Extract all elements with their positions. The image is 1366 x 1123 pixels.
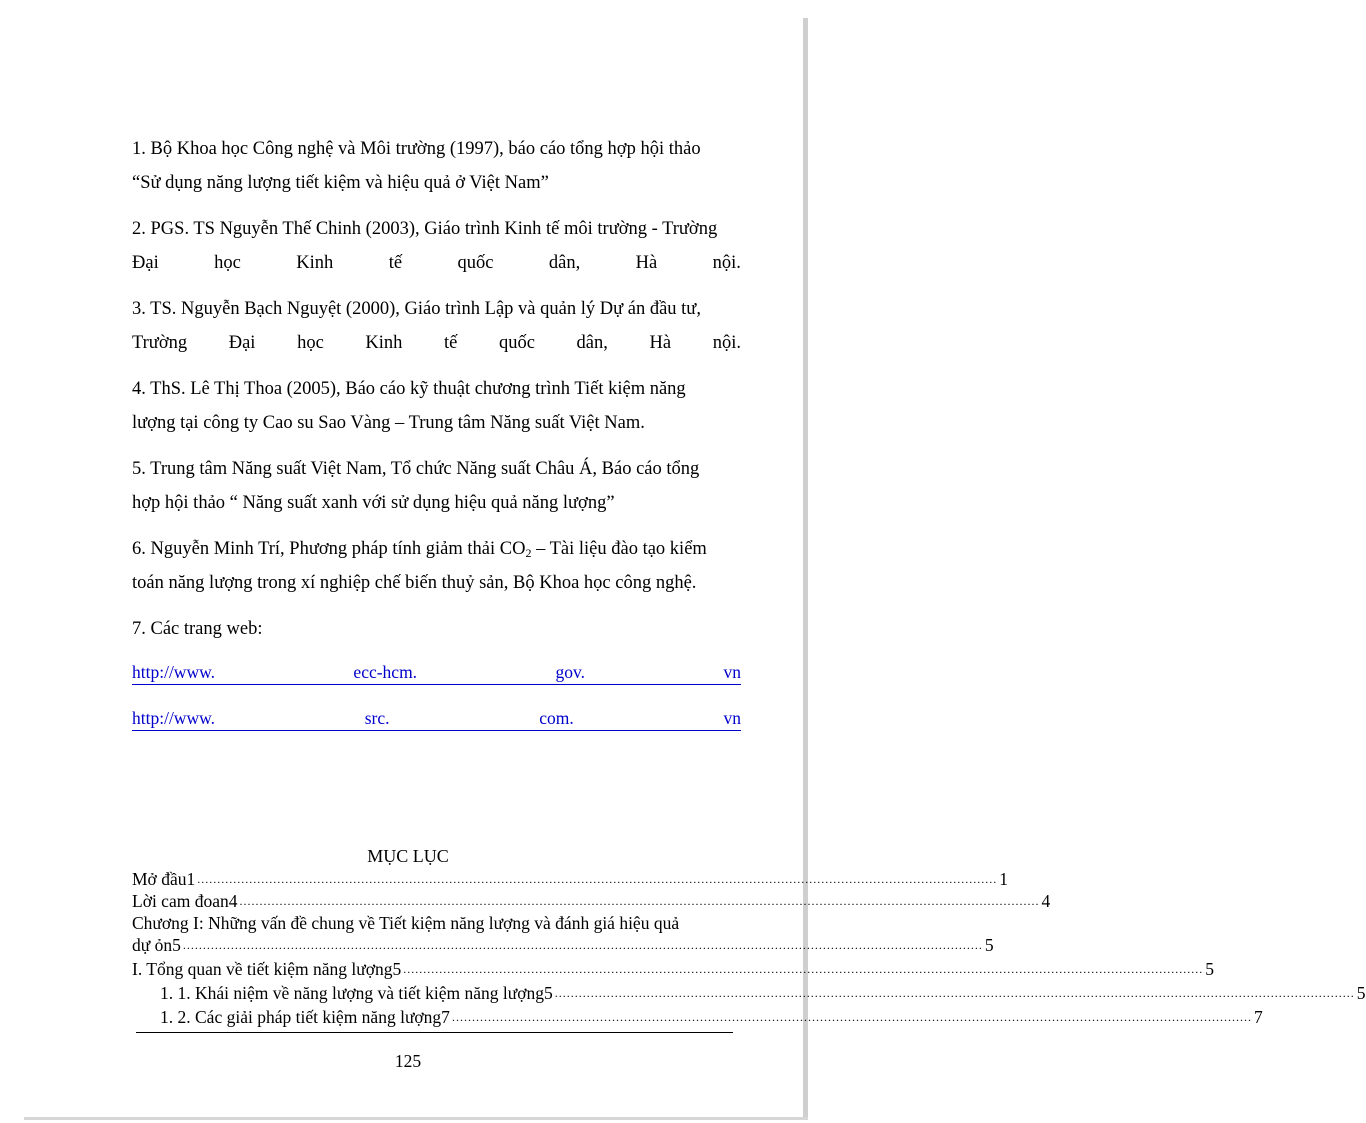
toc-entry[interactable] (132, 935, 994, 956)
reference-3-line-1: 3. TS. Nguyễn Bạch Nguyệt (2000), Giáo trình Lập và quản lý Dự án đầu tư, (132, 299, 701, 319)
reference-5-line-1: 5. Trung tâm Năng suất Việt Nam, Tổ chức Năng suất Châu Á, Báo cáo tổng (132, 459, 700, 479)
toc-leader-dots: ........................................................................................................................................................................................................ (239, 894, 1040, 908)
word: Hà (649, 333, 672, 353)
link-part: com. (539, 708, 574, 728)
toc-entry-text: I. Tổng quan về tiết kiệm năng lượng5 (132, 959, 402, 979)
web-link-2[interactable] (132, 708, 741, 731)
toc-leader-dots: ........................................................................................................................................................................................................ (403, 962, 1204, 976)
word: học (297, 333, 324, 353)
toc-entry-page: 5 (1205, 959, 1214, 979)
word: Kinh (365, 333, 403, 353)
word: Đại (228, 333, 256, 353)
toc-leader-dots: ........................................................................................................................................................................................................ (197, 872, 998, 886)
page-number: 125 (394, 1051, 422, 1071)
word: quốc (498, 333, 535, 353)
word: Hà (635, 253, 658, 273)
reference-2-line-1: 2. PGS. TS Nguyễn Thế Chinh (2003), Giáo trình Kinh tế môi trường - Trường (132, 219, 718, 239)
reference-6-line-2: toán năng lượng trong xí nghiệp chế biến thuỷ sản, Bộ Khoa học công nghệ. (132, 573, 697, 593)
page-shadow-right (803, 18, 808, 1118)
toc-leader-dots: ........................................................................................................................................................................................................ (451, 1010, 1252, 1024)
toc-entry[interactable] (132, 959, 1214, 980)
toc-entry-page: 4 (1041, 891, 1051, 911)
toc-entry-page: 5 (984, 935, 994, 955)
link-part: http://www. (132, 708, 215, 728)
word: tế (388, 253, 403, 273)
reference-2 (132, 212, 741, 280)
reference-1-line-1: 1. Bộ Khoa học Công nghệ và Môi trường (1997), báo cáo tổng hợp hội thảo (132, 139, 701, 159)
word: dân, (576, 333, 608, 353)
footer-rule (136, 1032, 733, 1033)
toc-leader-dots: ........................................................................................................................................................................................................ (182, 938, 983, 952)
web-link-1[interactable] (132, 662, 741, 685)
link-part: src. (364, 708, 390, 728)
reference-1 (132, 132, 741, 200)
toc-entry-text: Lời cam đoan4 (132, 891, 238, 911)
reference-4-line-2: lượng tại công ty Cao su Sao Vàng – Trung tâm Năng suất Việt Nam. (132, 413, 645, 433)
reference-1-line-2: “Sử dụng năng lượng tiết kiệm và hiệu quả ở Việt Nam” (132, 173, 549, 193)
toc-title: MỤC LỤC (367, 846, 449, 866)
link-part: ecc-hcm. (353, 662, 418, 682)
toc-leader-dots: ........................................................................................................................................................................................................ (554, 986, 1355, 1000)
page-shadow-bottom (24, 1117, 808, 1120)
word: tế (444, 333, 458, 353)
reference-2-line-2 (132, 246, 741, 280)
toc-entry-text: dự ỏn5 (132, 935, 181, 955)
link-part: vn (723, 662, 741, 682)
toc-entry[interactable] (132, 869, 1008, 890)
reference-5-line-2: hợp hội thảo “ Năng suất xanh với sử dụng hiệu quả năng lượng” (132, 493, 615, 513)
toc-entry-page: 1 (999, 869, 1008, 889)
reference-6-text-a: 6. Nguyễn Minh Trí, Phương pháp tính giảm thải CO (132, 539, 526, 559)
toc-entry-text: 1. 2. Các giải pháp tiết kiệm năng lượng7 (160, 1007, 450, 1027)
toc-entry-text: Mở đầu1 (132, 869, 196, 889)
toc-entry-page: 7 (1253, 1007, 1263, 1027)
word: học (214, 253, 241, 273)
word: Trường (132, 333, 188, 353)
reference-4-line-1: 4. ThS. Lê Thị Thoa (2005), Báo cáo kỹ thuật chương trình Tiết kiệm năng (132, 379, 686, 399)
word: quốc (457, 253, 494, 273)
toc-entry-page: 5 (1356, 983, 1366, 1003)
reference-6-line-1 (132, 532, 741, 566)
word: Kinh (296, 253, 334, 273)
reference-7-line-1: 7. Các trang web: (132, 619, 263, 639)
subscript: 2 (525, 546, 532, 560)
toc-entry-heading-line[interactable]: Chương I: Những vấn đề chung về Tiết kiệm năng lượng và đánh giá hiệu quả (132, 913, 680, 933)
reference-6-text-b: – Tài liệu đào tạo kiểm (531, 539, 707, 559)
reference-5 (132, 452, 741, 520)
reference-4 (132, 372, 741, 440)
toc-entry[interactable] (160, 1007, 1263, 1028)
word: nội. (712, 253, 741, 273)
link-part: vn (723, 708, 741, 728)
reference-3 (132, 292, 741, 360)
reference-3-line-2 (132, 326, 741, 360)
word: dân, (548, 253, 581, 273)
link-part: http://www. (132, 662, 215, 682)
toc-entry[interactable] (132, 891, 1051, 912)
link-part: gov. (555, 662, 586, 682)
toc-entry-text: 1. 1. Khái niệm về năng lượng và tiết kiệm năng lượng5 (160, 983, 553, 1003)
word: nội. (712, 333, 741, 353)
toc-entry[interactable] (160, 983, 1366, 1004)
reference-7 (132, 612, 741, 646)
reference-6 (132, 532, 741, 600)
word: Đại (132, 253, 159, 273)
